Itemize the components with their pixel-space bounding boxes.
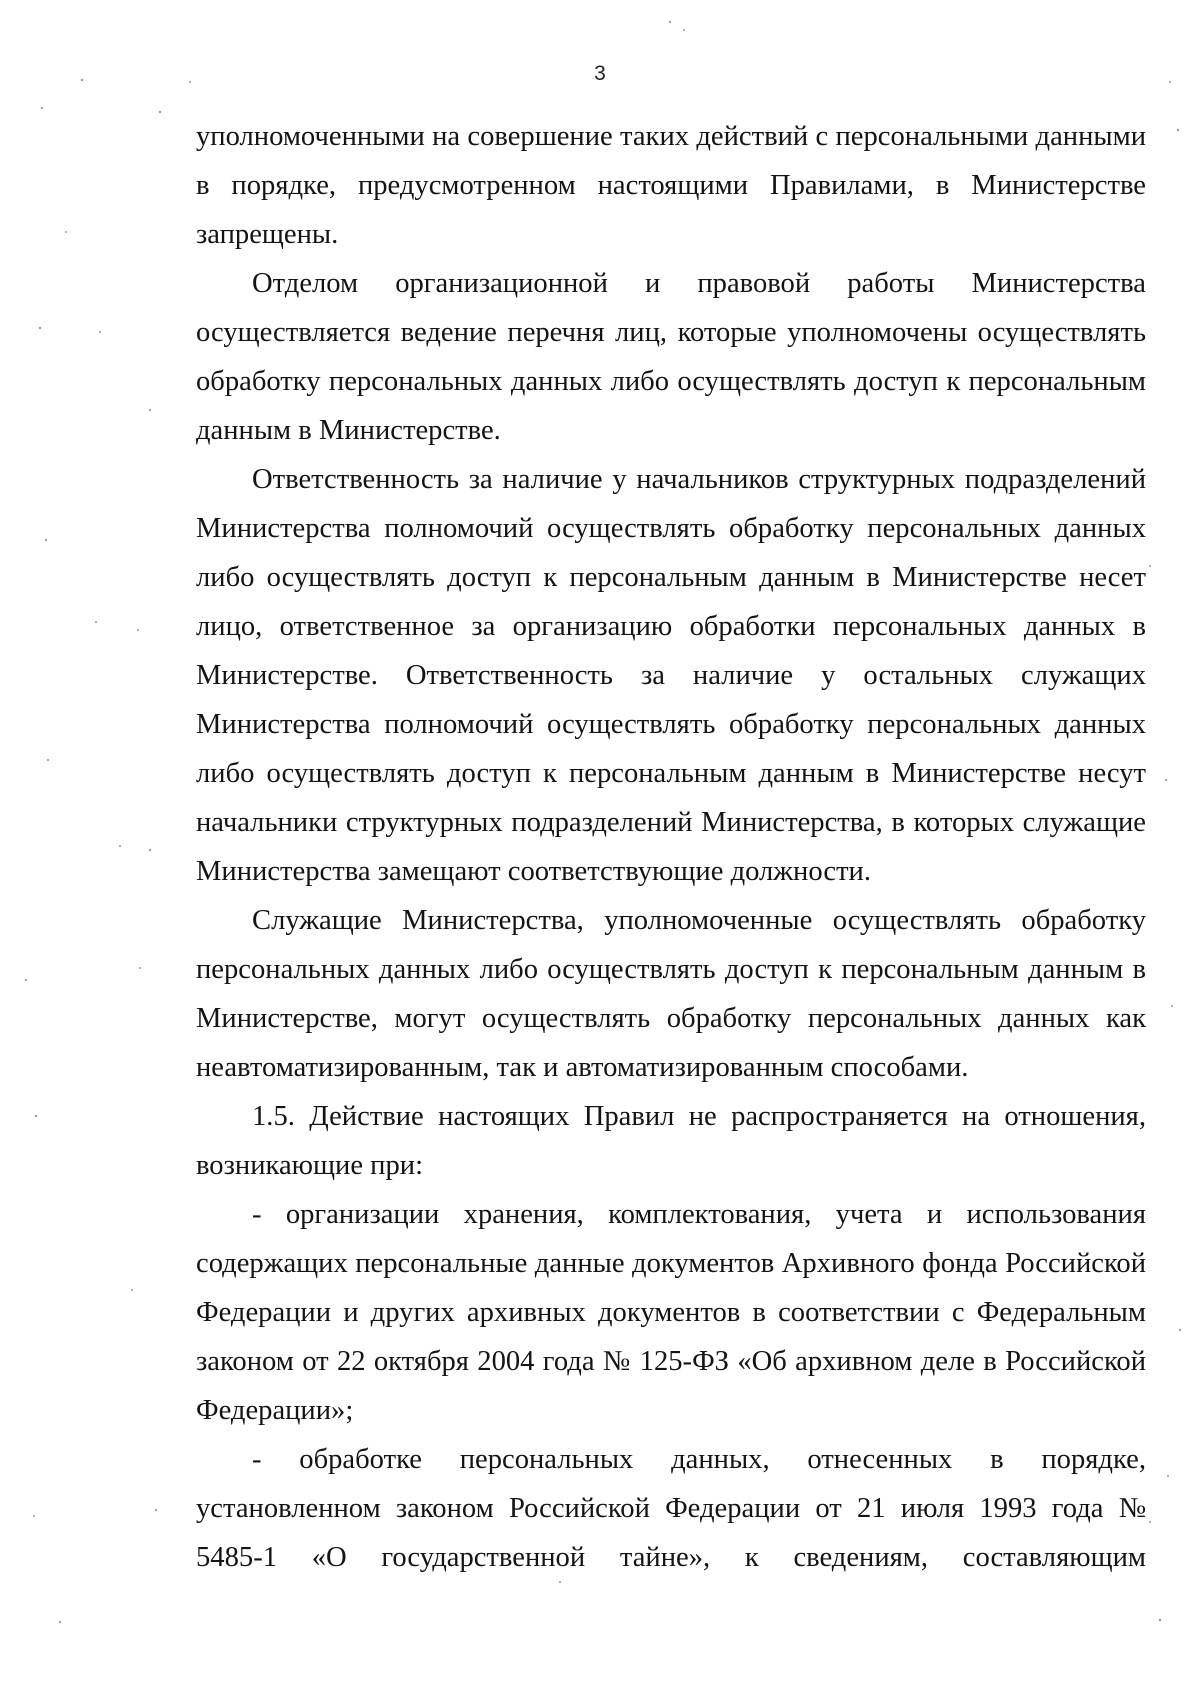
- paragraph-responsibility: Ответственность за наличие у начальников структурных подразделений Министерства полномочий осуществлять обработку персональных данных либо осуществлять доступ к персональным данным в Министерстве несет лицо, ответственное за организацию обработки персональных данных в Министерстве. Ответственность за наличие у остальных служащих Министерства полномочий осуществлять обработку персональных данных либо осуществлять доступ к персональным данным в Министерстве несут начальники структурных подразделений Министерства, в которых служащие Министерства замещают соответствующие должности.: [196, 464, 1146, 887]
- document-body: [196, 112, 1146, 1582]
- page-number: 3: [594, 62, 606, 85]
- paragraph-list-of-persons: Отделом организационной и правовой работы Министерства осуществляется ведение перечня лиц, которые уполномочены осуществлять обработку персональных данных либо осуществлять доступ к персональным данным в Министерстве.: [196, 268, 1146, 446]
- paragraph-section-1-5: 1.5. Действие настоящих Правил не распространяется на отношения, возникающие при:: [196, 1101, 1146, 1181]
- paragraph-continuation: уполномоченными на совершение таких действий с персональными данными в порядке, предусмотренном настоящими Правилами, в Министерстве запрещены.: [196, 121, 1146, 250]
- paragraph-processing-methods: Служащие Министерства, уполномоченные осуществлять обработку персональных данных либо осуществлять доступ к персональным данным в Министерстве, могут осуществлять обработку персональных данных как неавтоматизированным, так и автоматизированным способами.: [196, 905, 1146, 1083]
- list-item-state-secret: - обработке персональных данных, отнесенных в порядке, установленном законом Российской Федерации от 21 июля 1993 года № 5485-1 «О государственной тайне», к сведениям, составляющим: [196, 1444, 1146, 1573]
- list-item-archives: - организации хранения, комплектования, учета и использования содержащих персональные данные документов Архивного фонда Российской Федерации и других архивных документов в соответствии с Федеральным законом от 22 октября 2004 года № 125-ФЗ «Об архивном деле в Российской Федерации»;: [196, 1199, 1146, 1426]
